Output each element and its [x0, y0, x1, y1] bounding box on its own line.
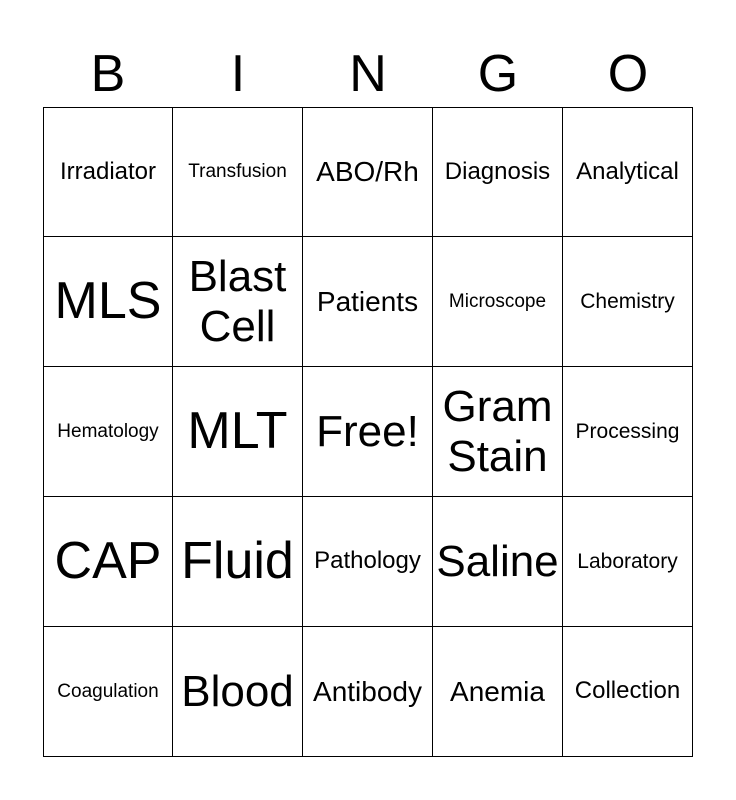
bingo-cell[interactable]: Transfusion [173, 107, 303, 237]
free-space-cell[interactable]: Free! [303, 367, 433, 497]
header-letter-o: O [607, 45, 649, 103]
bingo-cell[interactable]: Fluid [173, 497, 303, 627]
bingo-cell[interactable]: Irradiator [43, 107, 173, 237]
header-letter-g: G [477, 45, 519, 103]
bingo-cell[interactable]: MLS [43, 237, 173, 367]
bingo-cell[interactable]: Coagulation [43, 627, 173, 757]
bingo-cell[interactable]: Hematology [43, 367, 173, 497]
bingo-cell[interactable]: Laboratory [563, 497, 693, 627]
bingo-cell[interactable]: Patients [303, 237, 433, 367]
bingo-cell[interactable]: Collection [563, 627, 693, 757]
bingo-cell[interactable]: Microscope [433, 237, 563, 367]
bingo-cell[interactable]: Diagnosis [433, 107, 563, 237]
bingo-cell[interactable]: Anemia [433, 627, 563, 757]
bingo-cell[interactable]: Blast Cell [173, 237, 303, 367]
bingo-cell[interactable]: Antibody [303, 627, 433, 757]
bingo-cell[interactable]: CAP [43, 497, 173, 627]
bingo-cell[interactable]: Gram Stain [433, 367, 563, 497]
bingo-cell[interactable]: Saline [433, 497, 563, 627]
header-letter-n: N [349, 45, 387, 103]
bingo-cell[interactable]: Processing [563, 367, 693, 497]
bingo-header [43, 40, 693, 108]
bingo-board [43, 107, 693, 757]
bingo-cell[interactable]: MLT [173, 367, 303, 497]
bingo-cell[interactable]: Pathology [303, 497, 433, 627]
bingo-cell[interactable]: Analytical [563, 107, 693, 237]
bingo-cell[interactable]: ABO/Rh [303, 107, 433, 237]
header-letter-b: B [90, 45, 126, 103]
bingo-cell[interactable]: Blood [173, 627, 303, 757]
header-letter-i: I [230, 45, 246, 103]
bingo-cell[interactable]: Chemistry [563, 237, 693, 367]
